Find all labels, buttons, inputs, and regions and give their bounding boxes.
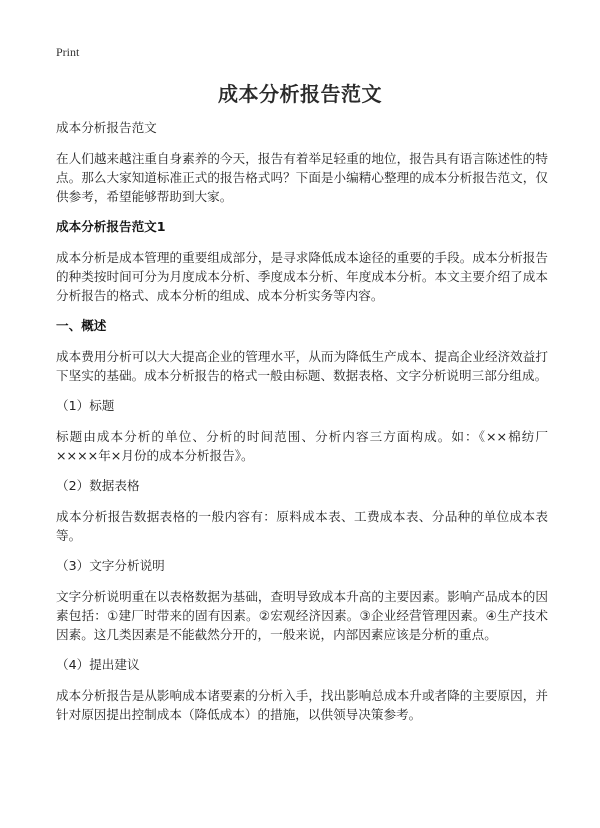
item-paragraph-data-table: 成本分析报告数据表格的一般内容有：原料成本表、工费成本表、分品种的单位成本表等。 [56, 509, 548, 543]
item-heading-text-analysis: （3）文字分析说明 [56, 558, 165, 573]
print-link[interactable]: Print [56, 45, 80, 59]
item-heading-data-table: （2）数据表格 [56, 478, 140, 493]
overview-paragraph: 成本费用分析可以大大提高企业的管理水平，从而为降低生产成本、提高企业经济效益打下坚实的基础。成本分析报告的格式一般由标题、数据表格、文字分析说明三部分组成。 [56, 349, 548, 383]
item-paragraph-text-analysis: 文字分析说明重在以表格数据为基础，查明导致成本升高的主要因素。影响产品成本的因素包括：①建厂时带来的固有因素。②宏观经济因素。③企业经营管理因素。④生产技术因素。这几类因素是不能截然分开的，一般来说，内部因素应该是分析的重点。 [56, 589, 548, 642]
item-heading-title: （1）标题 [56, 398, 115, 413]
section-paragraph-sample-1: 成本分析是成本管理的重要组成部分，是寻求降低成本途径的重要的手段。成本分析报告的种类按时间可分为月度成本分析、季度成本分析、年度成本分析。本文主要介绍了成本分析报告的格式、成本分析的组成、成本分析实务等内容。 [56, 250, 548, 303]
section-heading-sample-1: 成本分析报告范文1 [56, 219, 166, 234]
document-body [56, 118, 548, 735]
page-title: 成本分析报告范文 [218, 82, 382, 106]
section-heading-overview: 一、概述 [56, 318, 107, 333]
item-heading-suggestions: （4）提出建议 [56, 657, 140, 672]
item-paragraph-suggestions: 成本分析报告是从影响成本诸要素的分析入手，找出影响总成本升或者降的主要原因，并针对原因提出控制成本（降低成本）的措施，以供领导决策参考。 [56, 688, 548, 722]
intro-paragraph: 在人们越来越注重自身素养的今天，报告有着举足轻重的地位，报告具有语言陈述性的特点。那么大家知道标准正式的报告格式吗？下面是小编精心整理的成本分析报告范文，仅供参考，希望能够帮助到大家。 [56, 151, 548, 204]
document-subtitle: 成本分析报告范文 [56, 120, 157, 135]
item-paragraph-title: 标题由成本分析的单位、分析的时间范围、分析内容三方面构成。如：《××棉纺厂××××年×月份的成本分析报告》。 [56, 429, 548, 463]
